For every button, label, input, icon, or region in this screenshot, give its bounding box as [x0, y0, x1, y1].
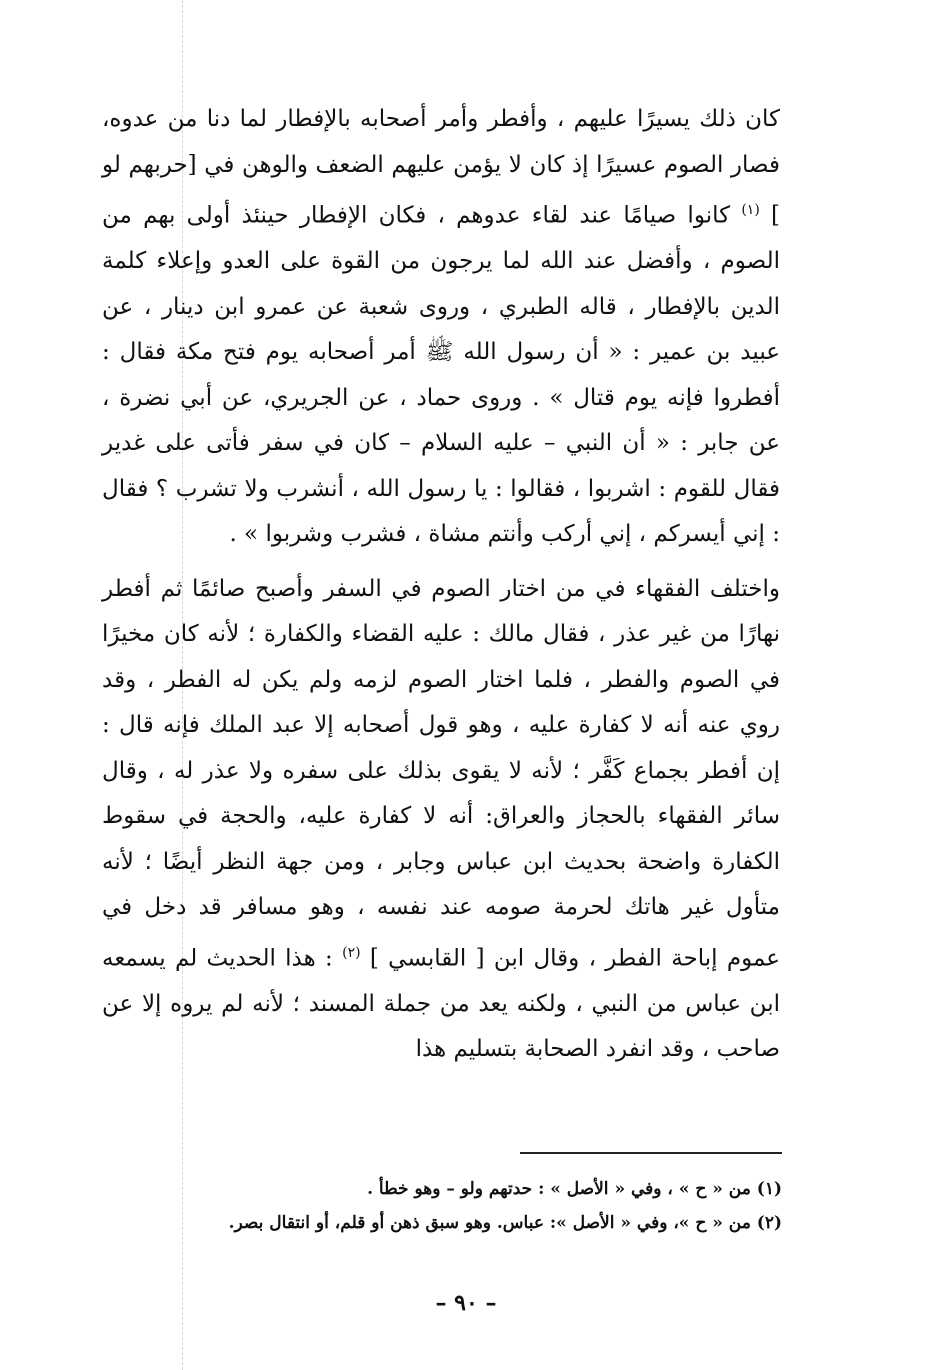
footnotes: [110, 1172, 782, 1240]
main-text: [102, 97, 780, 1073]
paragraph-1-text-b: كانوا صيامًا عند لقاء عدوهم ، فكان الإفطار حينئذ أولى بهم من الصوم ، وأفضل عند الله لما يرجون من القوة على العدو وإعلاء كلمة الدين بالإفطار ، قاله الطبري ، وروى شعبة عن عمرو ابن دينار ، عن عبيد بن عمير : « أن رسول الله ﷺ أمر أصحابه يوم فتح مكة فقال : أفطروا فإنه يوم قتال » . وروى حماد ، عن الجريري، عن أبي نضرة ، عن جابر : « أن النبي – عليه السلام – كان في سفر فأتى على غدير فقال للقوم : اشربوا ، فقالوا : يا رسول الله ، أنشرب ولا تشرب ؟ فقال : إني أيسركم ، إني أركب وأنتم مشاة ، فشرب وشربوا » .: [102, 202, 780, 548]
paragraph-2-text-a: واختلف الفقهاء في من اختار الصوم في السفر وأصبح صائمًا ثم أفطر نهارًا من غير عذر ، فقال مالك : عليه القضاء والكفارة ؛ لأنه كان مخيرًا في الصوم والفطر ، فلما اختار الصوم لزمه ولم يكن له الفطر ، وقد روي عنه أنه لا كفارة عليه ، وهو قول أصحابه إلا عبد الملك فإنه قال : إن أفطر بجماع كَفَّر ؛ لأنه لا يقوى بذلك على سفره ولا عذر له ، وقال سائر الفقهاء بالحجاز والعراق: أنه لا كفارة عليه، والحجة في سقوط الكفارة واضحة بحديث ابن عباس وجابر ، ومن جهة النظر أيضًا ؛ لأنه متأول غير هاتك لحرمة صومه عند نفسه ، وهو مسافر قد دخل في عموم إباحة الفطر ، وقال ابن [ القابسي ]: [102, 575, 780, 972]
page-number: – ٩٠ –: [435, 1290, 497, 1316]
footnote-2: (٢) من « ح »، وفي « الأصل »: عباس. وهو سبق ذهن أو قلم، أو انتقال بصر.: [228, 1213, 782, 1233]
footnote-separator: [520, 1152, 782, 1154]
paragraph-1-text-a: كان ذلك يسيرًا عليهم ، وأفطر وأمر أصحابه بالإفطار لما دنا من عدوه، فصار الصوم عسيرًا إذ كان لا يؤمن عليهم الضعف والوهن في [حربهم لو ]: [102, 106, 780, 229]
paragraph-2: [102, 567, 780, 1073]
footnote-ref-1: (١): [741, 202, 760, 218]
footnote-1: (١) من « ح » ، وفي « الأصل » : حدتهم ولو – وهو خطأ .: [367, 1179, 782, 1199]
footnote-ref-2: (٢): [342, 944, 361, 961]
paragraph-1: [102, 97, 780, 558]
paragraph-2-text-b: : هذا الحديث لم يسمعه ابن عباس من النبي ، ولكنه يعد من جملة المسند ؛ لأنه لم يروه إلا عن صاحب ، وقد انفرد الصحابة بتسليم هذا: [102, 945, 780, 1063]
